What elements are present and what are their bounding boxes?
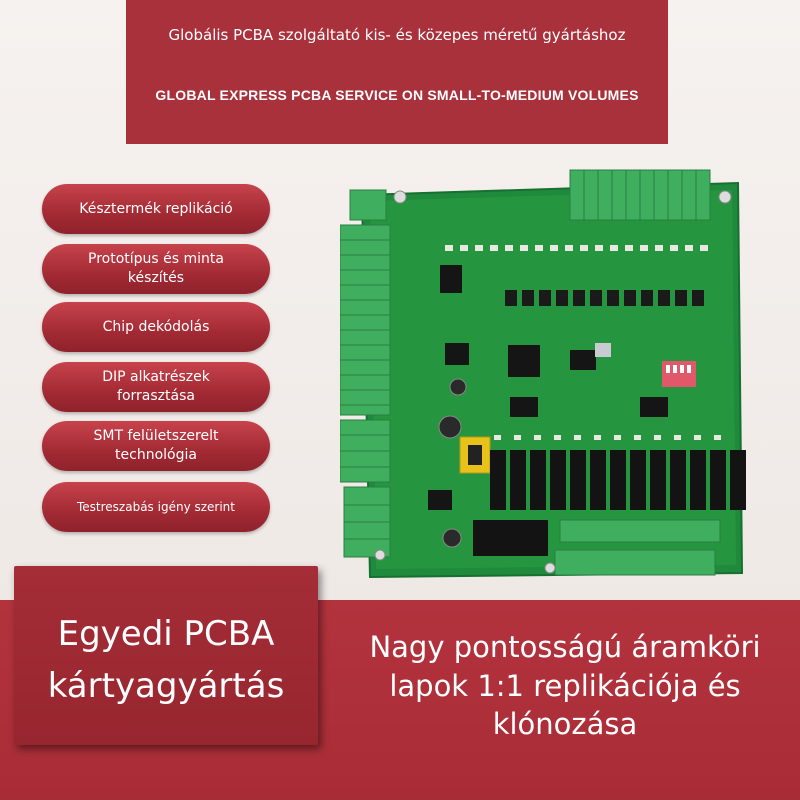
pcb-board-image <box>340 165 760 585</box>
custom-pcba-title: Egyedi PCBA kártyagyártás <box>47 614 285 706</box>
top-banner <box>126 0 668 144</box>
service-pill-customization[interactable] <box>42 482 270 532</box>
service-pill-chip-decoding[interactable] <box>42 302 270 352</box>
replication-caption: Nagy pontosságú áramköri lapok 1:1 replikációja és klónozása <box>369 630 761 741</box>
banner-hungarian-title: Globális PCBA szolgáltató kis- és közepes méretű gyártáshoz <box>168 26 626 44</box>
service-pill-label: Chip dekódolás <box>102 318 210 335</box>
service-pill-dip-soldering[interactable] <box>42 362 270 412</box>
service-pill-label: Testreszabás igény szerint <box>77 499 235 514</box>
service-pill-label: SMT felületszerelt technológia <box>93 428 219 463</box>
service-pill-prototype[interactable] <box>42 244 270 294</box>
service-pill-label: Prototípus és minta készítés <box>88 251 224 286</box>
custom-pcba-card <box>14 566 318 745</box>
service-pill-product-replication[interactable] <box>42 184 270 234</box>
banner-english-title: GLOBAL EXPRESS PCBA SERVICE ON SMALL-TO-MEDIUM VOLUMES <box>155 87 639 103</box>
service-pill-label: DIP alkatrészek forrasztása <box>102 369 210 404</box>
service-pill-label: Késztermék replikáció <box>79 200 233 217</box>
service-pill-smt[interactable] <box>42 421 270 471</box>
